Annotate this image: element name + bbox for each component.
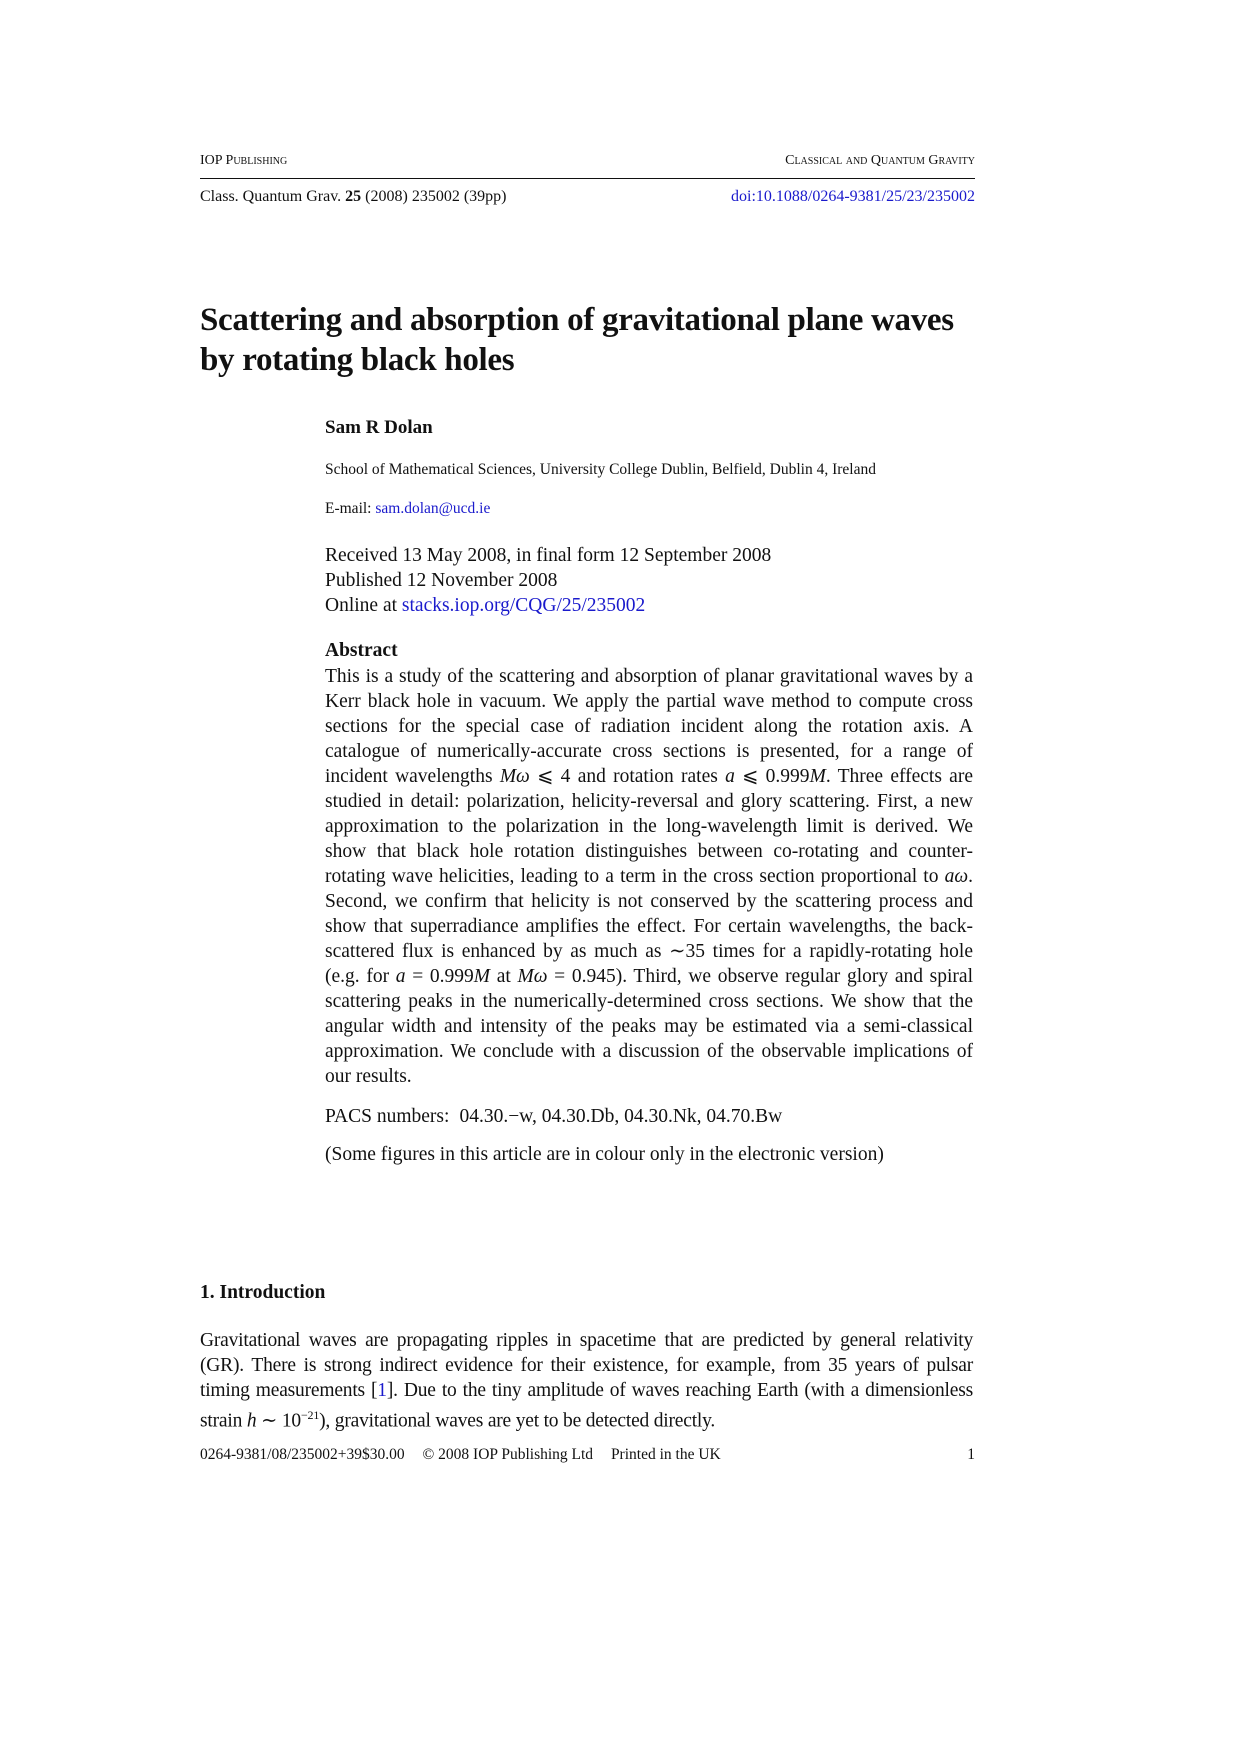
journal-name: Classical and Quantum Gravity	[785, 153, 975, 168]
pacs-codes: 04.30.−w, 04.30.Db, 04.30.Nk, 04.70.Bw	[459, 1106, 783, 1127]
paper-title	[200, 300, 1000, 380]
citation	[200, 188, 506, 206]
running-head	[200, 153, 975, 169]
page-footer	[200, 1446, 975, 1464]
citation-line	[200, 188, 975, 206]
publication-dates	[325, 543, 771, 618]
abstract-body: This is a study of the scattering and absorption of planar gravitational waves by a Kerr black hole in vacuum. We apply the partial wave method to compute cross sections for the special case of radiation incident along the rotation axis. A catalogue of numerically-accurate cross sections is presented, for a range of incident wavelengths Mω ⩽ 4 and rotation rates a ⩽ 0.999M. Three effects are studied in detail: polarization, helicity-reversal and glory scattering. First, a new approximation to the polarization in the long-wavelength limit is derived. We show that black hole rotation distinguishes between co-rotating and counter-rotating wave helicities, leading to a term in the cross section proportional to aω. Second, we confirm that helicity is not conserved by the scattering process and show that superradiance amplifies the effect. For certain wavelengths, the back-scattered flux is enhanced by as much as ∼35 times for a rapidly-rotating hole (e.g. for a = 0.999M at Mω = 0.945). Third, we observe regular glory and spiral scattering peaks in the numerically-determined cross sections. We show that the angular width and intensity of the peaks may be estimated via a semi-classical approximation. We conclude with a discussion of the observable implications of our results.	[325, 666, 973, 1087]
footer-info	[200, 1446, 735, 1464]
printed-in: Printed in the UK	[610, 1446, 721, 1463]
online-label: Online at	[325, 595, 398, 616]
email-line	[325, 500, 490, 518]
email-link[interactable]: sam.dolan@ucd.ie	[375, 500, 491, 517]
section-heading-introduction: 1. Introduction	[200, 1282, 326, 1303]
author-name: Sam R Dolan	[325, 417, 433, 438]
introduction-paragraph: Gravitational waves are propagating ripples in spacetime that are predicted by general relativity (GR). There is strong indirect evidence for their existence, for example, from 35 years of pulsar timing measurements [1]. Due to the tiny amplitude of waves reaching Earth (with a dimensionless strain h ∼ $10^{-21}$), gravitational waves are yet to be detected directly.	[200, 1330, 973, 1432]
title-line-2: by rotating black holes	[200, 342, 515, 378]
affiliation: School of Mathematical Sciences, University College Dublin, Belfield, Dublin 4, Ireland	[325, 461, 876, 478]
colour-note: (Some figures in this article are in colour only in the electronic version)	[325, 1144, 884, 1165]
header-rule	[200, 178, 975, 179]
issn-price: 0264-9381/08/235002+39$30.00	[200, 1446, 405, 1463]
citation-journal: Class. Quantum Grav.	[200, 188, 342, 205]
pacs-numbers	[325, 1106, 782, 1128]
online-line	[325, 593, 771, 618]
pacs-label: PACS numbers:	[325, 1106, 450, 1127]
email-label: E-mail:	[325, 500, 372, 517]
published-date: Published 12 November 2008	[325, 570, 558, 591]
citation-volume: 25	[345, 188, 362, 205]
page-number: 1	[967, 1446, 975, 1463]
title-line-1: Scattering and absorption of gravitational plane waves	[200, 302, 954, 338]
received-date: Received 13 May 2008, in final form 12 September 2008	[325, 545, 772, 566]
copyright: © 2008 IOP Publishing Ltd	[422, 1446, 594, 1463]
online-link[interactable]: stacks.iop.org/CQG/25/235002	[401, 595, 646, 616]
doi-link[interactable]: doi:10.1088/0264-9381/25/23/235002	[731, 188, 975, 205]
abstract-heading: Abstract	[325, 640, 398, 661]
publisher-name: IOP Publishing	[200, 153, 288, 168]
reference-link-1[interactable]: 1	[377, 1380, 387, 1401]
citation-details: (2008) 235002 (39pp)	[365, 188, 507, 205]
